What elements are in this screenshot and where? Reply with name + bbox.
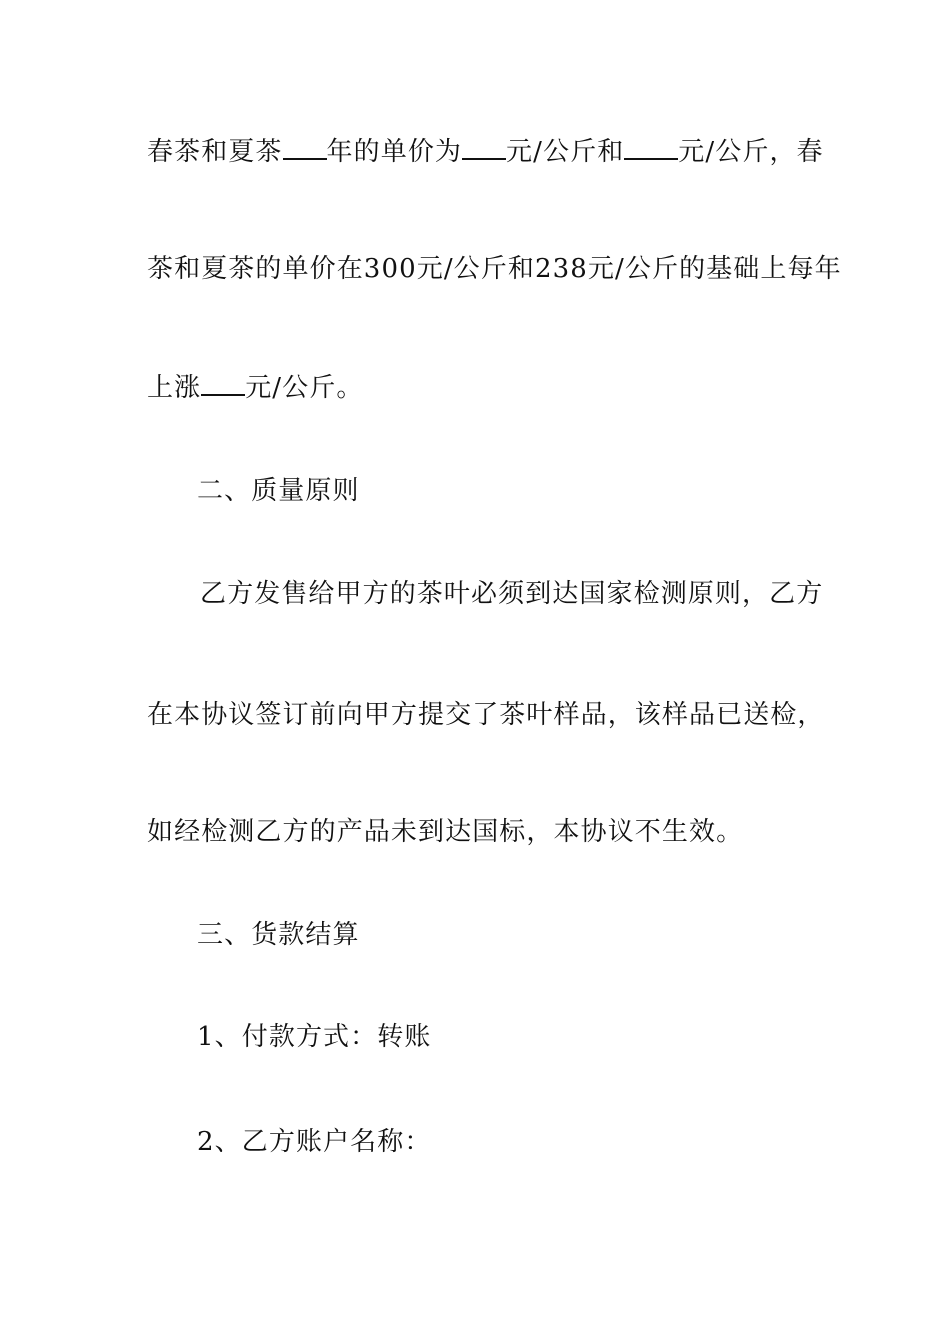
quality-line-1: 乙方发售给甲方的茶叶必须到达国家检测原则，乙方: [200, 579, 824, 609]
quality-line-3: 如经检测乙方的产品未到达国标，本协议不生效。: [147, 817, 744, 847]
payment-item-1: 1、付款方式：转账: [197, 1022, 432, 1052]
text-segment: 元/公斤和: [506, 137, 625, 167]
price-line-1: [147, 135, 827, 169]
text-segment: 春茶和夏茶: [147, 137, 283, 167]
text-segment: 上涨: [147, 373, 202, 403]
section-heading-quality: 二、质量原则: [197, 476, 360, 506]
text-segment: 元/公斤。: [245, 373, 364, 403]
payment-item-2: 2、乙方账户名称：: [197, 1127, 432, 1157]
blank-year: [283, 136, 327, 160]
blank-summer-price: [624, 136, 678, 160]
text-segment: 元/公斤，春: [678, 137, 824, 167]
quality-line-2: 在本协议签订前向甲方提交了茶叶样品，该样品已送检，: [147, 700, 825, 730]
text-segment: 年的单价为: [326, 137, 463, 167]
price-line-2: 茶和夏茶的单价在300元/公斤和238元/公斤的基础上每年: [147, 254, 842, 284]
section-heading-payment: 三、货款结算: [197, 920, 360, 950]
blank-spring-price: [462, 136, 506, 160]
blank-increase: [201, 372, 245, 396]
price-line-3: [147, 371, 827, 405]
